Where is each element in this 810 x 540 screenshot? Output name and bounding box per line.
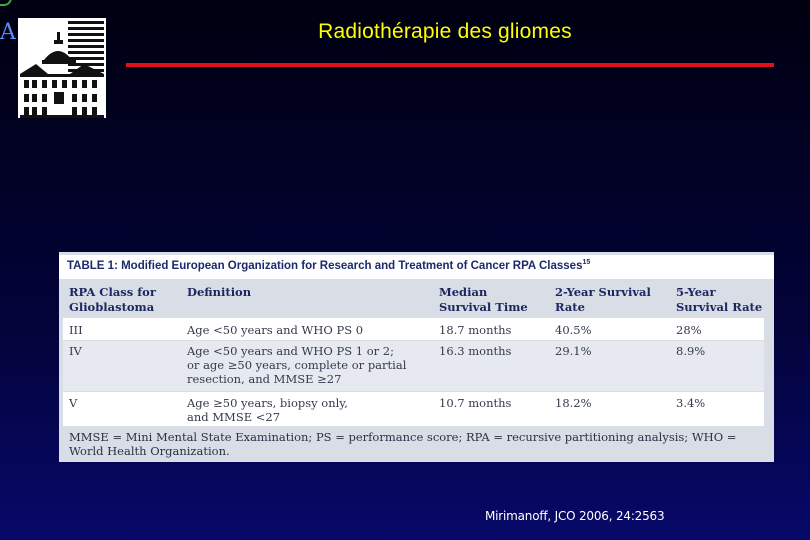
- cell-rpa-class: III: [69, 323, 83, 337]
- table-row: [63, 341, 764, 391]
- header-five-year-line2: Survival Rate: [676, 300, 763, 314]
- cell-definition: [187, 344, 406, 386]
- cell-definition-line: Age ≥50 years, biopsy only,: [187, 396, 348, 410]
- table-caption-text: TABLE 1: Modified European Organization for Research and Treatment of Cancer RPA Classes: [67, 259, 583, 272]
- cell-definition-line: resection, and MMSE ≥27: [187, 372, 342, 386]
- header-rpa-class-line2: Glioblastoma: [69, 300, 155, 314]
- header-median-line2: Survival Time: [439, 300, 528, 314]
- cell-median-survival: 10.7 months: [439, 396, 512, 410]
- header-two-year-line1: 2-Year Survival: [555, 285, 651, 299]
- header-median-line1: Median: [439, 285, 488, 299]
- cell-median-survival: 16.3 months: [439, 344, 512, 358]
- cell-two-year: 40.5%: [555, 323, 592, 337]
- cell-median-survival: 18.7 months: [439, 323, 512, 337]
- cell-two-year: 18.2%: [555, 396, 592, 410]
- header-rpa-class: [69, 285, 156, 315]
- header-five-year-line1: 5-Year: [676, 285, 716, 299]
- table-caption-ref: 15: [582, 259, 591, 266]
- building-logo-icon: [18, 18, 106, 118]
- header-five-year: [676, 285, 762, 315]
- cell-definition-line: Age <50 years and WHO PS 1 or 2;: [187, 344, 394, 358]
- table-footnote: MMSE = Mini Mental State Examination; PS = performance score; RPA = recursive partitioning analysis; WHO = World Health Organization.: [69, 430, 737, 458]
- cell-five-year: 3.4%: [676, 396, 706, 410]
- title-underline: [126, 63, 774, 67]
- table-row: [63, 392, 764, 426]
- cell-two-year: 29.1%: [555, 344, 592, 358]
- edge-swirl-icon: [0, 0, 12, 6]
- cell-rpa-class: V: [69, 396, 78, 410]
- edge-mark: A: [0, 20, 16, 45]
- cell-definition: [187, 396, 348, 424]
- cell-five-year: 8.9%: [676, 344, 706, 358]
- cell-rpa-class: IV: [69, 344, 82, 358]
- table-row: [63, 318, 764, 340]
- cell-definition-line: Age <50 years and WHO PS 0: [187, 323, 364, 337]
- header-two-year-line2: Rate: [555, 300, 585, 314]
- rpa-table: [59, 252, 774, 462]
- slide-title: Radiothérapie des gliomes: [318, 20, 572, 43]
- header-two-year: [555, 285, 651, 315]
- header-definition: [187, 285, 251, 300]
- header-median-survival: [439, 285, 528, 315]
- header-rpa-class-line1: RPA Class for: [69, 285, 156, 299]
- table-caption: [59, 255, 774, 279]
- cell-definition-line: and MMSE <27: [187, 410, 281, 424]
- citation: Mirimanoff, JCO 2006, 24:2563: [485, 509, 665, 523]
- cell-definition: [187, 323, 363, 337]
- header-definition-line1: Definition: [187, 285, 252, 299]
- cell-definition-line: or age ≥50 years, complete or partial: [187, 358, 407, 372]
- cell-five-year: 28%: [676, 323, 702, 337]
